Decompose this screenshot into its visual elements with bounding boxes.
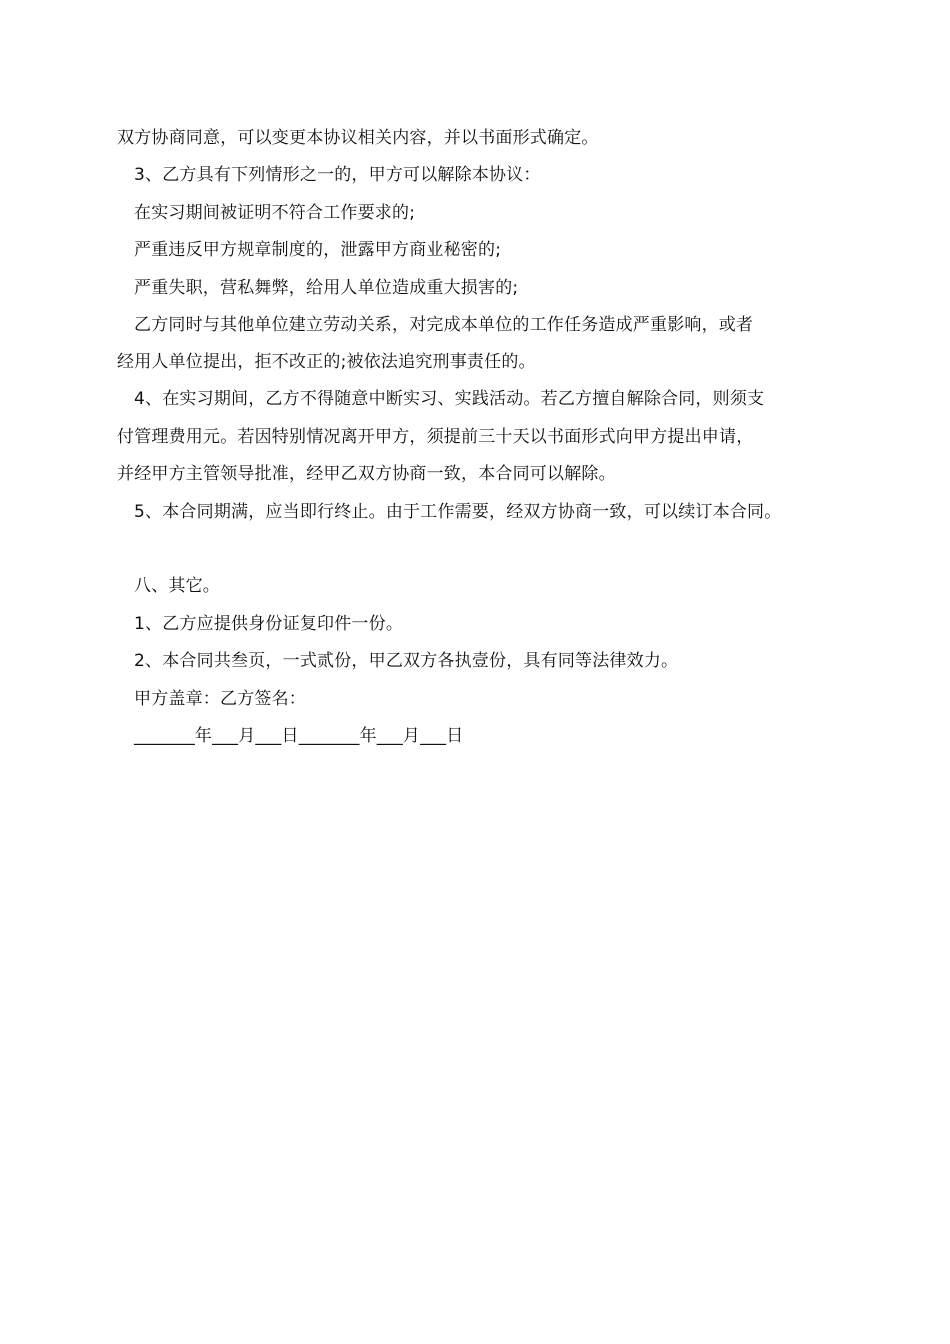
section-8-heading: 八、其它。 xyxy=(134,576,220,596)
section-8-item-2: 2、本合同共叁页，一式贰份，甲乙双方各执壹份，具有同等法律效力。 xyxy=(134,651,679,671)
signature-date-line: _______年___月___日_______年___月___日 xyxy=(134,726,464,746)
clause-3-item-1: 在实习期间被证明不符合工作要求的; xyxy=(134,203,416,223)
contract-clause-5: 5、本合同期满，应当即行终止。由于工作需要，经双方协商一致，可以续订本合同。 xyxy=(134,502,782,522)
contract-clause-4-line-1: 4、在实习期间，乙方不得随意中断实习、实践活动。若乙方擅自解除合同，则须支 xyxy=(134,389,765,409)
contract-clause-4-line-2: 付管理费用元。若因特别情况离开甲方，须提前三十天以书面形式向甲方提出申请， xyxy=(117,427,754,447)
section-8-item-1: 1、乙方应提供身份证复印件一份。 xyxy=(134,614,404,634)
clause-3-item-4-line-1: 乙方同时与其他单位建立劳动关系，对完成本单位的工作任务造成严重影响，或者 xyxy=(134,315,754,335)
signature-labels: 甲方盖章：乙方签名： xyxy=(134,689,306,709)
clause-3-item-2: 严重违反甲方规章制度的，泄露甲方商业秘密的; xyxy=(134,240,502,260)
clause-3-item-3: 严重失职，营私舞弊，给用人单位造成重大损害的; xyxy=(134,278,519,298)
contract-clause-4-line-3: 并经甲方主管领导批准，经甲乙双方协商一致，本合同可以解除。 xyxy=(117,464,616,484)
contract-clause-3: 3、乙方具有下列情形之一的，甲方可以解除本协议： xyxy=(134,165,541,185)
clause-3-item-4-line-2: 经用人单位提出，拒不改正的;被依法追究刑事责任的。 xyxy=(117,352,536,372)
contract-line-1: 双方协商同意，可以变更本协议相关内容，并以书面形式确定。 xyxy=(117,128,599,148)
